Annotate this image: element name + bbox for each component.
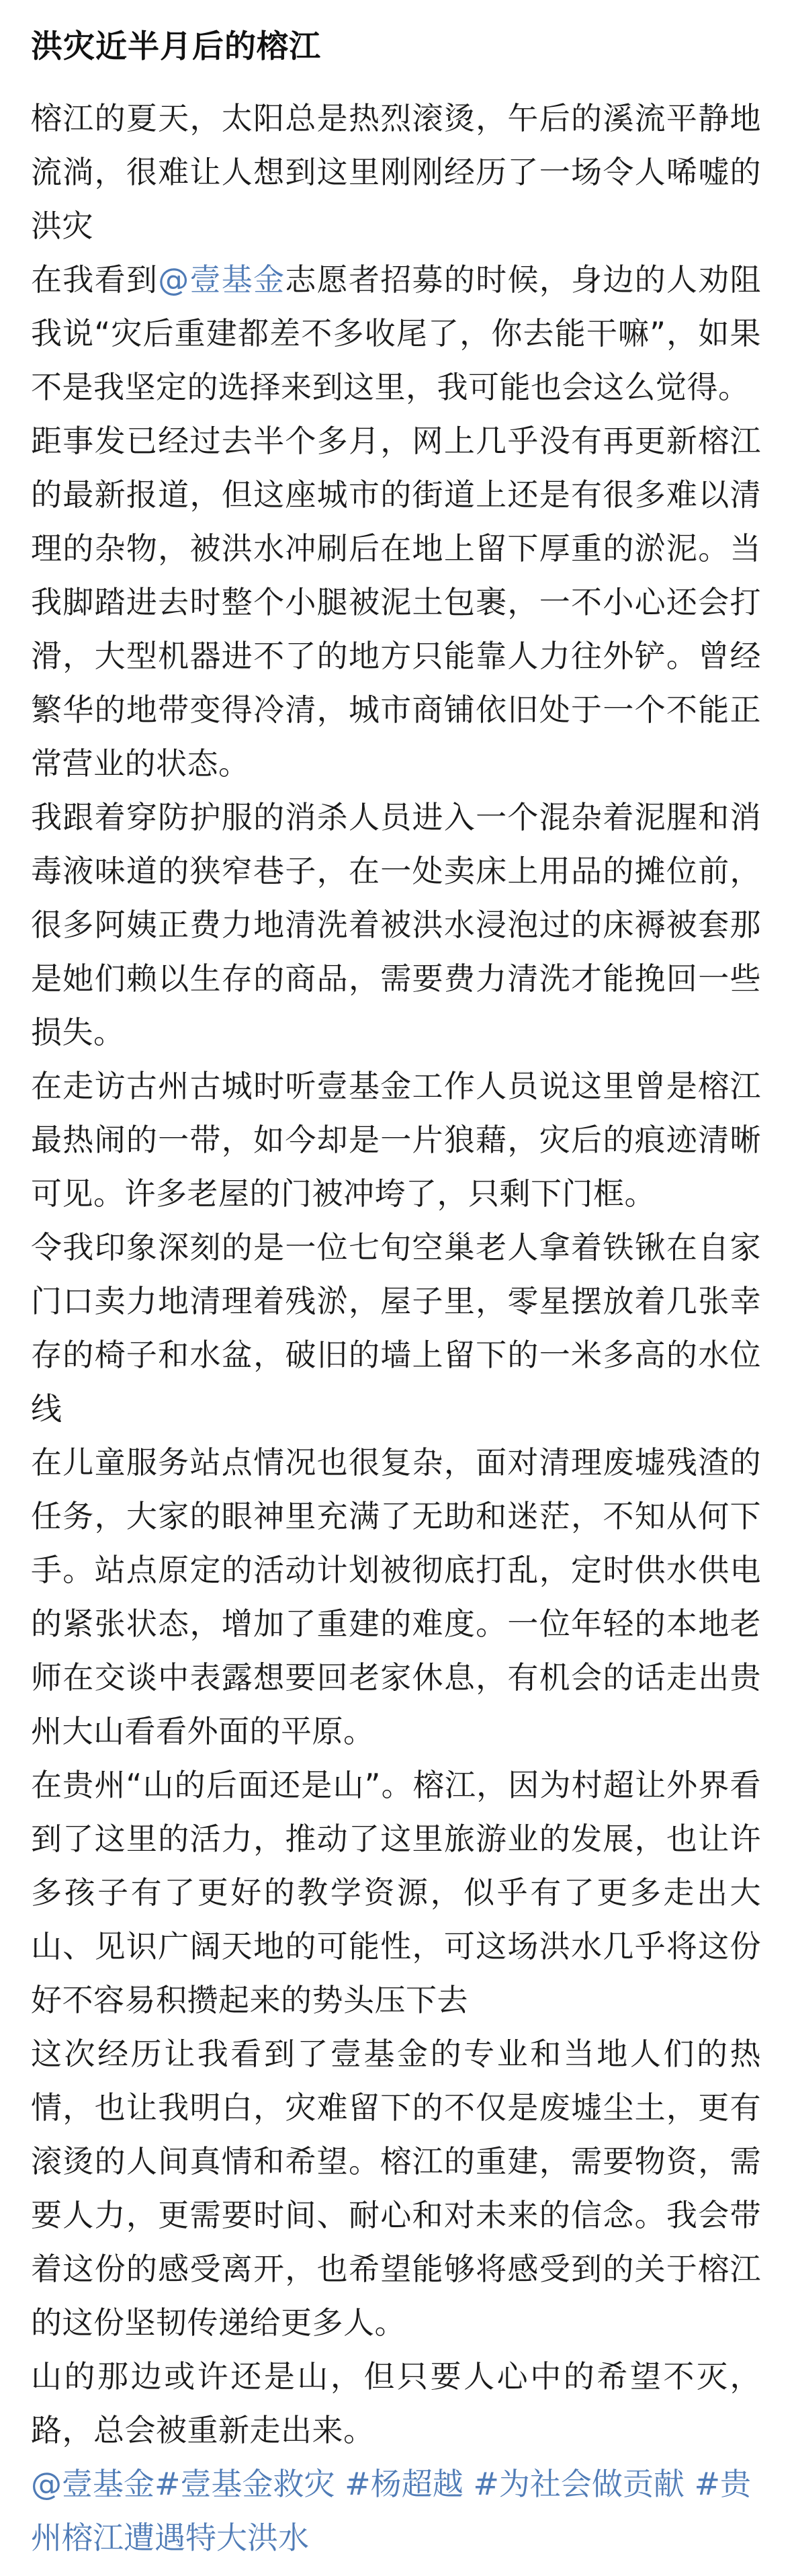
- post-title: 洪灾近半月后的榕江: [31, 28, 321, 65]
- paragraph-5: 在走访古州古城时听壹基金工作人员说这里曾是榕江最热闹的一带，如今却是一片狼藉，灾后的痕迹清晰可见。许多老屋的门被冲垮了，只剩下门框。: [31, 1068, 761, 1212]
- paragraph-2-after: 志愿者招募的时候，身边的人劝阻我说“灾后重建都差不多收尾了，你去能干嘛”，如果不是我坚定的选择来到这里，我可能也会这么觉得。: [31, 261, 762, 405]
- tag-yijijin-jiuzai[interactable]: #壹基金救灾: [155, 2466, 335, 2502]
- paragraph-4: 我跟着穿防护服的消杀人员进入一个混杂着泥腥和消毒液味道的狭窄巷子，在一处卖床上用品的摊位前，很多阿姨正费力地清洗着被洪水浸泡过的床褥被套那是她们赖以生存的商品，需要费力清洗才能挽回一些损失。: [31, 799, 761, 1050]
- mention-yijijin-link[interactable]: @壹基金: [158, 261, 285, 298]
- paragraph-9: 这次经历让我看到了壹基金的专业和当地人们的热情，也让我明白，灾难留下的不仅是废墟尘土，更有滚烫的人间真情和希望。榕江的重建，需要物资，需要人力，更需要时间、耐心和对未来的信念。我会带着这份的感受离开，也希望能够将感受到的关于榕江的这份坚韧传递给更多人。: [31, 2036, 761, 2341]
- paragraph-3: 距事发已经过去半个多月，网上几乎没有再更新榕江的最新报道，但这座城市的街道上还是有很多难以清理的杂物，被洪水冲刷后在地上留下厚重的淤泥。当我脚踏进去时整个小腿被泥土包裹，一不小心还会打滑，大型机器进不了的地方只能靠人力往外铲。曾经繁华的地带变得冷清，城市商铺依旧处于一个不能正常营业的状态。: [31, 423, 761, 782]
- paragraph-2-before: 在我看到: [31, 261, 159, 298]
- tag-wei-shehui-zuo-gongxian[interactable]: #为社会做贡献: [473, 2466, 685, 2502]
- paragraph-2: [31, 253, 761, 414]
- paragraph-10: 山的那边或许还是山，但只要人心中的希望不灭，路，总会被重新走出来。: [31, 2358, 761, 2448]
- paragraph-7: 在儿童服务站点情况也很复杂，面对清理废墟残渣的任务，大家的眼神里充满了无助和迷茫，不知从何下手。站点原定的活动计划被彻底打乱，定时供水供电的紧张状态，增加了重建的难度。一位年轻的本地老师在交谈中表露想要回老家休息，有机会的话走出贵州大山看看外面的平原。: [31, 1444, 761, 1749]
- hashtag-line: [31, 2457, 761, 2565]
- tag-mention-yijijin[interactable]: @壹基金: [31, 2466, 155, 2502]
- tag-yang-chaoyue[interactable]: #杨超越: [345, 2466, 464, 2502]
- paragraph-8: 在贵州“山的后面还是山”。榕江，因为村超让外界看到了这里的活力，推动了这里旅游业的发展，也让许多孩子有了更好的教学资源，似乎有了更多走出大山、见识广阔天地的可能性，可这场洪水几乎将这份好不容易积攒起来的势头压下去: [31, 1767, 761, 2018]
- paragraph-6: 令我印象深刻的是一位七旬空巢老人拿着铁锹在自家门口卖力地清理着残淤，屋子里，零星摆放着几张幸存的椅子和水盆，破旧的墙上留下的一米多高的水位线: [31, 1229, 761, 1427]
- paragraph-1: 榕江的夏天，太阳总是热烈滚烫，午后的溪流平静地流淌，很难让人想到这里刚刚经历了一场令人唏嘘的洪灾: [31, 100, 761, 244]
- tag-guizhou-rongjiang-flood[interactable]: #贵州榕江遭遇特大洪水: [31, 2466, 752, 2556]
